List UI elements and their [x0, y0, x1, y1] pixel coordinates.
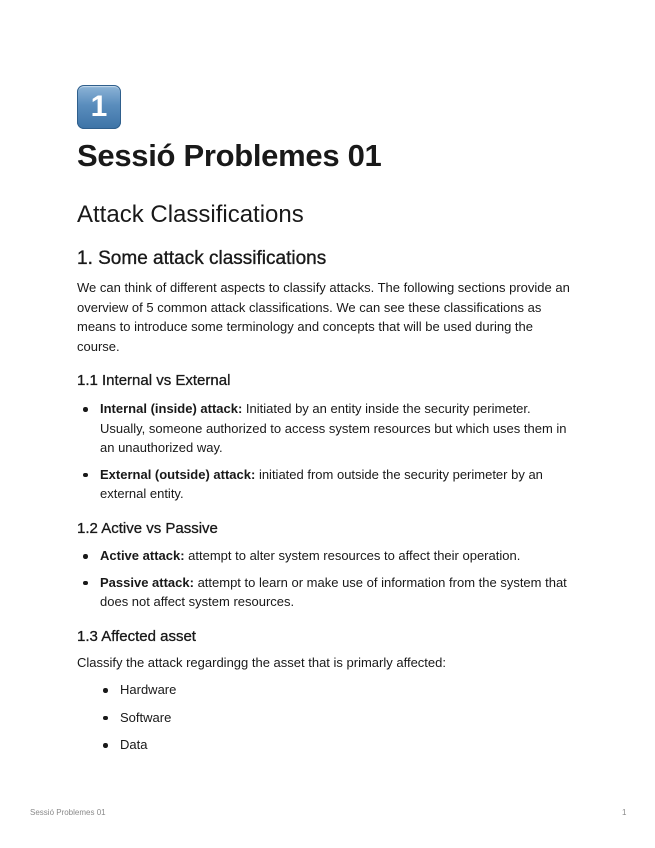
- list-item: [97, 735, 397, 755]
- list-item: [97, 708, 397, 728]
- bullet-icon: [103, 743, 108, 748]
- list-item-text: Software: [120, 709, 172, 725]
- list-item-text: initiated from outside the security perimeter by an external entity.: [100, 466, 543, 501]
- list-item-text: Hardware: [120, 682, 177, 697]
- subsection-heading-1-2: 1.2 Active vs Passive: [77, 520, 218, 537]
- affected-asset-list: [97, 680, 397, 755]
- list-item: [77, 399, 567, 458]
- list-item: [77, 546, 572, 566]
- internal-external-list: [77, 399, 567, 504]
- subsection-heading-1-1: 1.1 Internal vs External: [77, 372, 231, 389]
- footer-title: Sessió Problemes 01: [30, 808, 106, 817]
- list-item-text: Initiated by an entity inside the security perimeter. Usually, someone authorized to access system resources but which uses them in an unauthorized way.: [100, 401, 567, 455]
- list-item-text: attempt to alter system resources to affect their operation.: [184, 548, 521, 563]
- list-item-term: Internal (inside) attack:: [100, 401, 243, 416]
- bullet-icon: [103, 688, 108, 693]
- bullet-icon: [83, 473, 88, 478]
- bullet-icon: [83, 581, 88, 586]
- subsection-heading-1-3: 1.3 Affected asset: [77, 628, 196, 645]
- list-item: [77, 465, 567, 504]
- bullet-icon: [83, 407, 88, 412]
- section-1-intro: We can think of different aspects to classify attacks. The following sections provide an overview of 5 common attack classifications. We can see these classifications as means to introduce some terminology and concepts that will be used during the course.: [77, 280, 570, 354]
- bullet-icon: [83, 554, 88, 559]
- active-passive-list: [77, 546, 572, 612]
- list-item: [77, 573, 572, 612]
- bullet-icon: [103, 716, 108, 721]
- list-item-term: Passive attack:: [100, 574, 194, 590]
- list-item-term: External (outside) attack:: [100, 466, 256, 482]
- document-heading: Attack Classifications: [77, 201, 304, 228]
- section-1-3-intro: Classify the attack regardingg the asset that is primarly affected:: [77, 655, 446, 670]
- keycap-one-icon: 1: [77, 85, 121, 129]
- list-item-term: Active attack:: [100, 548, 185, 563]
- list-item: [97, 680, 397, 700]
- section-heading-1: 1. Some attack classifications: [77, 248, 327, 269]
- list-item-text: Data: [120, 737, 148, 752]
- page-title: Sessió Problemes 01: [77, 138, 382, 173]
- page-number: 1: [622, 808, 627, 817]
- list-item-text: attempt to learn or make use of information from the system that does not affect system resources.: [100, 574, 567, 609]
